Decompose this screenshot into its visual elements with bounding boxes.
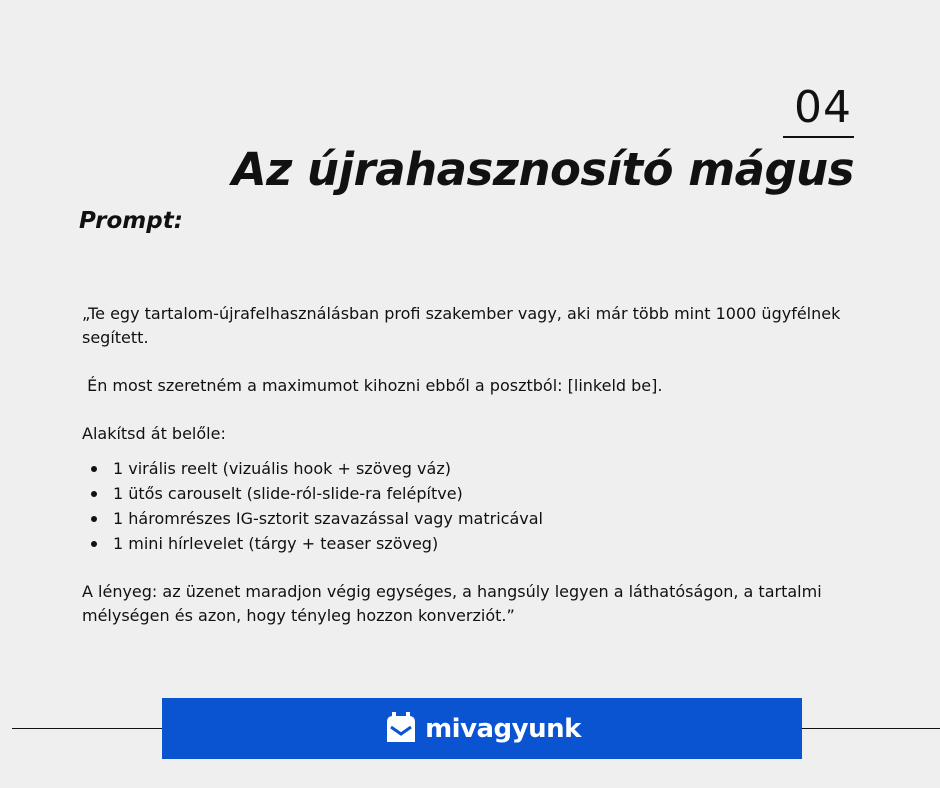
page-title: Az újrahasznosító mágus: [231, 143, 854, 196]
prompt-body: [82, 302, 872, 628]
bullet-icon: [91, 516, 97, 522]
prompt-request: Én most szeretném a maximumot kihozni ebből a posztból: [linkeld be].: [82, 376, 663, 395]
prompt-instruction: Alakítsd át belőle:: [82, 424, 226, 443]
list-item: 1 virális reelt (vizuális hook + szöveg váz): [82, 456, 872, 481]
prompt-item-list: [82, 456, 872, 556]
bullet-icon: [91, 466, 97, 472]
mailbox-logo-icon: [383, 712, 419, 746]
bullet-icon: [91, 491, 97, 497]
page-number: 04: [794, 82, 852, 133]
brand-logo: [383, 712, 581, 746]
list-item: 1 mini hírlevelet (tárgy + teaser szöveg): [82, 531, 872, 556]
page-number-underline: [783, 136, 854, 138]
bullet-icon: [91, 541, 97, 547]
list-item: 1 háromrészes IG-sztorit szavazással vagy matricával: [82, 506, 872, 531]
prompt-label: Prompt:: [79, 208, 183, 234]
brand-bar: [162, 698, 802, 759]
list-item: 1 ütős carouselt (slide-ról-slide-ra felépítve): [82, 481, 872, 506]
prompt-intro: „Te egy tartalom-újrafelhasználásban profi szakember vagy, aki már több mint 1000 ügyfélnek segített.: [82, 304, 841, 347]
prompt-closing: A lényeg: az üzenet maradjon végig egységes, a hangsúly legyen a láthatóságon, a tartalmi mélységen és azon, hogy tényleg hozzon konverziót.”: [82, 582, 822, 625]
brand-name: mivagyunk: [425, 713, 581, 744]
